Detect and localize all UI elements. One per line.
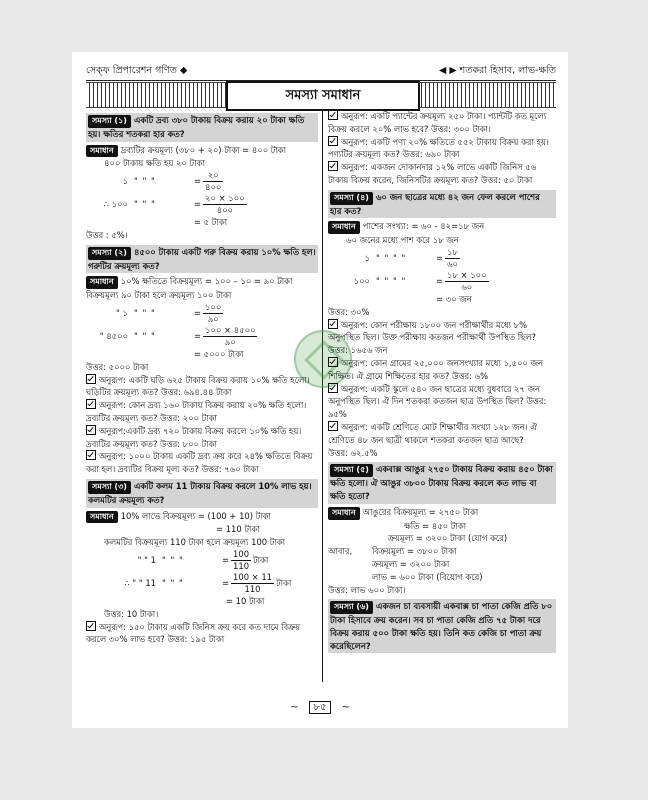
section-title: সমস্যা সমাধান [226, 81, 420, 111]
problem-5-question: সমস্যা (৫) একবাক্স আঙুর ২৭৫০ টাকায় বিক্রয় করায় ৪৫০ টাকা ক্ষতি হলো। ঐ আঙুর ৩৮০০ টাকায় বিক্রয় করলে কত লাভ বা ক্ষতি হতো? [328, 462, 556, 503]
section-title-bar [86, 82, 556, 108]
equation-row: ১০০ " " " " = $\frac{১৮ \times ১০০}{৬০}$ [353, 269, 487, 292]
result: = ৫০০০ টাকা [194, 348, 244, 359]
column-divider [322, 110, 323, 682]
problem-2-question: সমস্যা (২) ৪৫০০ টাকায় একটি গরু বিক্রয় করায় ১০% ক্ষতি হল। গরুটির ক্রয়মূল্য কত? [86, 245, 318, 274]
checkbox-icon [328, 136, 338, 146]
equation-row: ∴ ১০০ " " " = $\frac{২০ \times ১০০}{৪০০}$ [103, 193, 245, 216]
result: = 10 টাকা [226, 595, 265, 606]
checkbox-icon [328, 421, 338, 431]
exercise-item: অনুরূপ: একটি স্কুলে ৫৪০ জন ছাত্রের মধ্যে বুধবারে ২৭ জন অনুপস্থিত ছিল। ঐ দিন শতকরা কতজন ছাত্র উপস্থিত ছিল? উত্তর: ৯৫% [328, 383, 547, 420]
exercise-item: অনুরূপ: কোন গ্রামের ২৫,০০০ জনসংখ্যার মধ্যে ১,৫০০ জন শিক্ষিত। ঐ গ্রামে শিক্ষিতের হার কত? উত্তর: ৬% [328, 357, 544, 381]
checkbox-icon [328, 319, 338, 329]
solution-tag: সমাধান [86, 511, 118, 524]
solution-tag: সমাধান [328, 507, 360, 520]
solution-line: সমাধান ১০% ক্ষতিতে বিক্রয়মূল্য = ১০০ – ১০ = ৯০ টাকা [86, 275, 318, 289]
solution-line: ক্ষতি = ৪৫০ টাকা [404, 520, 467, 531]
solution-line: কলমটির বিক্রয়মূল্য 110 টাকা হলে ক্রয়মূল্য 100 টাকা [104, 537, 286, 548]
page-number-box: ৮৫ [309, 701, 332, 714]
problem-tag: সমস্যা (৪) [330, 192, 373, 205]
exercise-item: অনুরূপ: ১০০০ টাকায় একটি দ্রব্য ক্রয় করে ২৪% ক্ষতিতে বিক্রয় করা হল। দ্রব্যটির বিক্রয় মূল্য কত? উত্তর: ৭৬০ টাকা [86, 451, 313, 475]
answer: উত্তর: ৬২.৫% [328, 447, 378, 458]
equation-row: " ১ " " " = $\frac{১০০}{৯০}$ [116, 301, 222, 324]
fraction: $\frac{১০০}{৯০}$ [205, 301, 222, 324]
fraction: $\frac{২০}{৪০০}$ [205, 170, 222, 193]
solution-line: বিক্রয়মূল্য ৯০ টাকা হলে ক্রয়মূল্য ১০০ টাকা [86, 290, 232, 301]
solution-line: = 110 টাকা [216, 524, 260, 535]
solution-line: ৪০০ টাকায় ক্ষতি হয় ২০ টাকা [104, 158, 205, 169]
solution-tag: সমাধান [86, 276, 118, 289]
page-number: ~ ৮৫ ~ [290, 702, 350, 713]
exercise-item: অনুরূপ: একটি প্যান্টের ক্রয়মূল্য ২৫০ টাকা। প্যান্টটি কত মূল্যে বিক্রয় করলে ২০% লাভ হবে? উত্তর: ৩০০ টাকা। [328, 111, 547, 134]
checkbox-icon [86, 399, 96, 409]
exercise-item: অনুরূপ: একজন দোকানদার ১২% লাভে একটি জিনিস ৫৬ টাকায় বিক্রয় করেন, জিনিসটির ক্রয়মূল্য কত? উত্তর: ৫০ টাকা [328, 162, 537, 185]
problem-3-question: সমস্যা (৩) একটি কলম 11 টাকায় বিক্রয় করলে 10% লাভ হয়। কলমটির ক্রয়মূল্য কত? [86, 479, 318, 508]
answer: উত্তর: ৩০% [328, 306, 370, 317]
exercise-item: অনুরূপ:একটি দ্রব্য ৭২০ টাকায় বিক্রয় করলে ১০% ক্ষতি হয়। দ্রব্যটির ক্রয়মূল্য কত? উত্তর: ৮০০ টাকা [86, 425, 302, 449]
result: = ৫ টাকা [194, 217, 228, 228]
solution-line: ক্রয়মূল্য = ৩২০০ টাকা (যোগ করে) [388, 533, 508, 544]
checkbox-icon [328, 161, 338, 171]
problem-tag: সমস্যা (৬) [330, 601, 373, 614]
answer: উত্তর: ৫০০০ টাকা [86, 361, 149, 372]
checkbox-icon [86, 374, 96, 384]
problem-tag: সমস্যা (২) [88, 247, 131, 260]
checkbox-icon [328, 357, 338, 367]
equation-row: ∴ " " 11 " " " = $\frac{100 \times 11}{110}$ টাকা [124, 571, 292, 594]
right-column [328, 110, 556, 682]
result: = ৩০ জন [436, 293, 472, 304]
exercise-item: অনুরূপ: কোন পরীক্ষায় ১৮০০ জন পরীক্ষার্থীর মধ্যে ৮% অনুপস্থিত ছিল। উক্ত পরীক্ষায় কতজন পরীক্ষার্থী উপস্থিত ছিল? উত্তর: ১৬৫৬ জন [328, 319, 536, 356]
header-book-title: সেক্ফ প্রিপারেশন গণিত ◆ [86, 65, 188, 76]
question-text: একটি দ্রব্য ৩৮০ টাকায় বিক্রয় করায় ২০ টাকা ক্ষতি হয়। ক্ষতির শতকরা হার কত? [88, 115, 305, 139]
exercise-item: অনুরূপ: কোন দ্রব্য ১৬০ টাকায় বিক্রয় করায় ২০% ক্ষতি হলো। দ্রব্যটির ক্রয়মূল্য কত? উত্তর: ২০০ টাকা [86, 400, 307, 423]
solution-line: ৬০ জনের মধ্যে পাশ করে ১৮ জন [346, 235, 459, 246]
answer: উত্তর: 10 টাকা। [104, 608, 159, 619]
equation-row: " ৪৫০০ " " " = $\frac{১০০ \times ৪৫০০}{৯০}$ [99, 324, 256, 347]
solution-tag: সমাধান [328, 221, 360, 234]
exercise-item: অনুরূপ: একটি শ্রেণিতে মোট শিক্ষার্থীর সংখ্যা ১২৮ জন। ঐ শ্রেণিতে ৪৮ জন ছাত্রী থাকলে শতকরা কতজন ছাত্র আছে? [328, 421, 537, 445]
solution-line: সমাধান 10% লাভে বিক্রয়মূল্য = (100 + 10) টাকা [86, 510, 318, 524]
fraction: $\frac{১৮}{৬০}$ [447, 246, 458, 269]
solution-line: আবার, বিক্রয়মূল্য = ৩৮০০ টাকা [328, 546, 457, 557]
equation-row: ১ " " " = $\frac{২০}{৪০০}$ [122, 170, 222, 193]
checkbox-icon [86, 621, 96, 631]
checkbox-icon [328, 110, 338, 120]
left-column [86, 110, 318, 682]
equation-row: " " 1 " " " = $\frac{100}{110}$ টাকা [137, 548, 269, 571]
solution-line: সমাধান পাশের সংখ্যা: = ৬০ - ৪২=১৮ জন [328, 220, 556, 234]
exercise-item: অনুরূপ: একটি ঘড়ি ৬২৫ টাকায় বিক্রয় করায় ১০% ক্ষতি হলো। ঘড়িটির ক্রয়মূল্য কত? উত্তর: ৬৯৪.৪৪ টাকা [86, 374, 310, 398]
problem-1-question [86, 113, 318, 142]
checkbox-icon [328, 383, 338, 393]
fraction: $\frac{100}{110}$ [233, 548, 250, 571]
running-header [86, 62, 556, 81]
exercise-item: অনুরূপ: ১৫০ টাকায় একটি জিনিস ক্রয় করে কত দামে বিক্রয় করলে ৩০% লাভ হবে? উত্তর: ১৯৫ টাকা [86, 621, 301, 645]
fraction: $\frac{২০ \times ১০০}{৪০০}$ [205, 193, 245, 216]
problem-tag: সমস্যা (৩) [88, 481, 131, 494]
answer: উত্তর: লাভ ৬০০ টাকা। [328, 584, 406, 595]
solution-line: লাভ = ৬০০ টাকা (বিয়োগ করে) [372, 571, 483, 582]
problem-tag: সমস্যা (১) [88, 115, 131, 128]
solution-line: ক্রয়মূল্য = ৩২০০ টাকা [372, 558, 450, 569]
header-chapter-title: ◀ ▶ শতকরা হিসাব, লাভ-ক্ষতি [439, 65, 556, 76]
solution-line: সমাধান আঙুরের বিক্রয়মূল্য = ২৭৫০ টাকা [328, 506, 556, 520]
exercise-item: অনুরূপ: একটি পণ্য ২০% ক্ষতিতে ৫৫২ টাকায় বিক্রয় করা হয়। পণ্যটির ক্রয়মূল্য কত? উত্তর: ৬৯০ টাকা [328, 136, 549, 160]
checkbox-icon [86, 425, 96, 435]
solution-line: সমাধান দ্রব্যটির ক্রয়মূল্য (৩৮০ + ২০) টাকা = ৪০০ টাকা [86, 144, 318, 158]
equation-row: ১ " " " " = $\frac{১৮}{৬০}$ [364, 246, 458, 269]
solution-tag: সমাধান [86, 145, 118, 158]
problem-tag: সমস্যা (৫) [330, 464, 373, 477]
book-page [72, 52, 568, 728]
answer: উত্তর : ৫%। [86, 229, 128, 240]
fraction: $\frac{১০০ \times ৪৫০০}{৯০}$ [205, 324, 256, 347]
checkbox-icon [86, 450, 96, 460]
fraction: $\frac{100 \times 11}{110}$ [233, 571, 273, 594]
problem-6-question: সমস্যা (৬) একজন চা ব্যবসায়ী একবাক্স চা পাতা কেজি প্রতি ৮০ টাকা হিসাবে ক্রয় করেন। সব চা পাতা কেজি প্রতি ৭৫ টাকা দরে বিক্রয় করায় ৫০০ টাকা ক্ষতি হয়। তিনি কত কেজি চা পাতা ক্রয় করেছিলেন? [328, 599, 556, 653]
problem-4-question: সমস্যা (৪) ৬০ জন ছাত্রের মধ্যে ৪২ জন ফেল করলে পাশের হার কত? [328, 190, 556, 219]
fraction: $\frac{১৮ \times ১০০}{৬০}$ [447, 269, 487, 292]
